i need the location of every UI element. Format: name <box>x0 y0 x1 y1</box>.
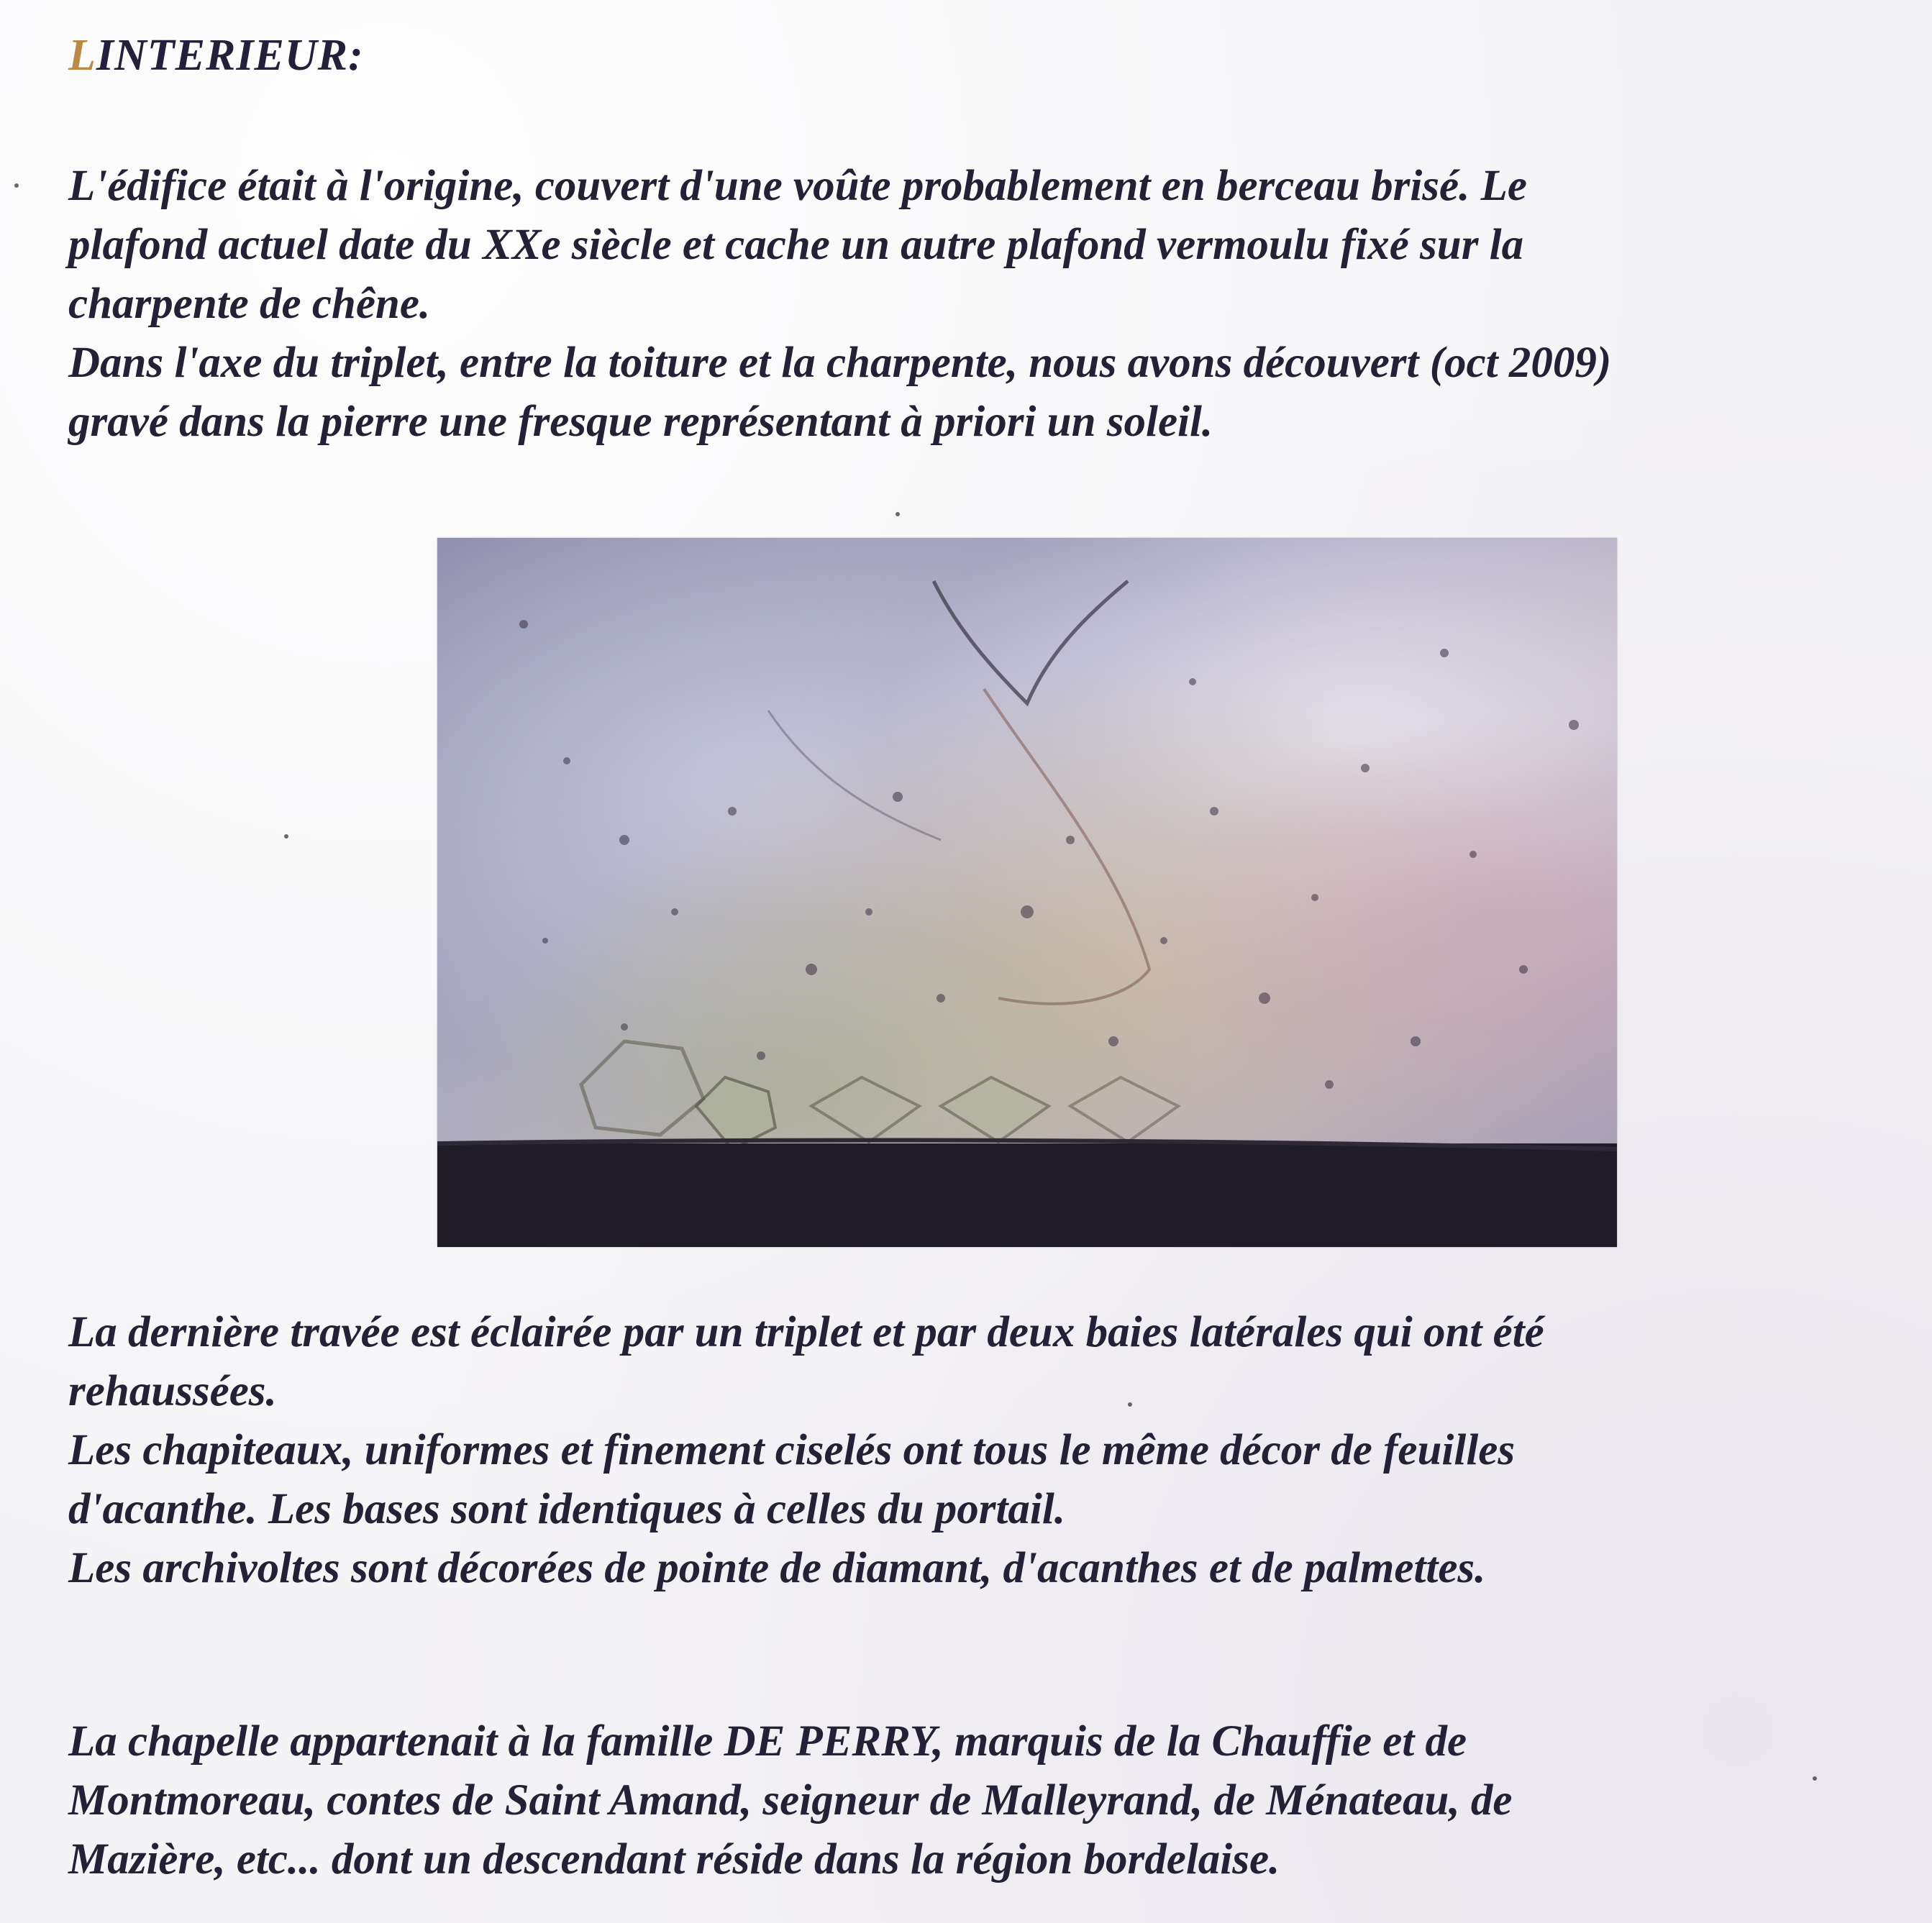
paragraph-vault-history <box>68 157 1611 452</box>
paper-speck <box>14 183 19 188</box>
text-line: charpente de chêne. <box>68 280 431 328</box>
text-line: La dernière travée est éclairée par un triplet et par deux baies latérales qui ont été <box>68 1308 1544 1356</box>
text-line: plafond actuel date du XXe siècle et cache un autre plafond vermoulu fixé sur la <box>68 221 1524 269</box>
paper-speck <box>1128 1402 1132 1407</box>
paper-speck <box>1813 1776 1817 1781</box>
text-line: La chapelle appartenait à la famille DE PERRY, marquis de la Chauffie et de <box>68 1717 1467 1766</box>
section-heading <box>68 30 364 81</box>
text-line: Les archivoltes sont décorées de pointe de diamant, d'acanthes et de palmettes. <box>68 1544 1486 1592</box>
text-line: Les chapiteaux, uniformes et finement ciselés ont tous le même décor de feuilles <box>68 1426 1516 1474</box>
paper-speck <box>284 834 288 839</box>
fresco-photo <box>437 538 1617 1247</box>
text-line: d'acanthe. Les bases sont identiques à celles du portail. <box>68 1485 1066 1533</box>
text-line: gravé dans la pierre une fresque représentant à priori un soleil. <box>68 398 1213 446</box>
heading-initial: L <box>68 31 96 80</box>
text-line: Mazière, etc... dont un descendant réside dans la région bordelaise. <box>68 1835 1280 1883</box>
paper-speck <box>896 512 900 516</box>
heading-text: INTERIEUR: <box>96 31 364 80</box>
paragraph-bay-description <box>68 1303 1544 1598</box>
text-line: L'édifice était à l'origine, couvert d'une voûte probablement en berceau brisé. Le <box>68 162 1527 210</box>
text-line: Montmoreau, contes de Saint Amand, seigneur de Malleyrand, de Ménateau, de <box>68 1776 1513 1824</box>
text-line: Dans l'axe du triplet, entre la toiture et la charpente, nous avons découvert (oct 2009) <box>68 339 1612 387</box>
paragraph-family-history <box>68 1712 1512 1889</box>
text-line: rehaussées. <box>68 1367 277 1415</box>
